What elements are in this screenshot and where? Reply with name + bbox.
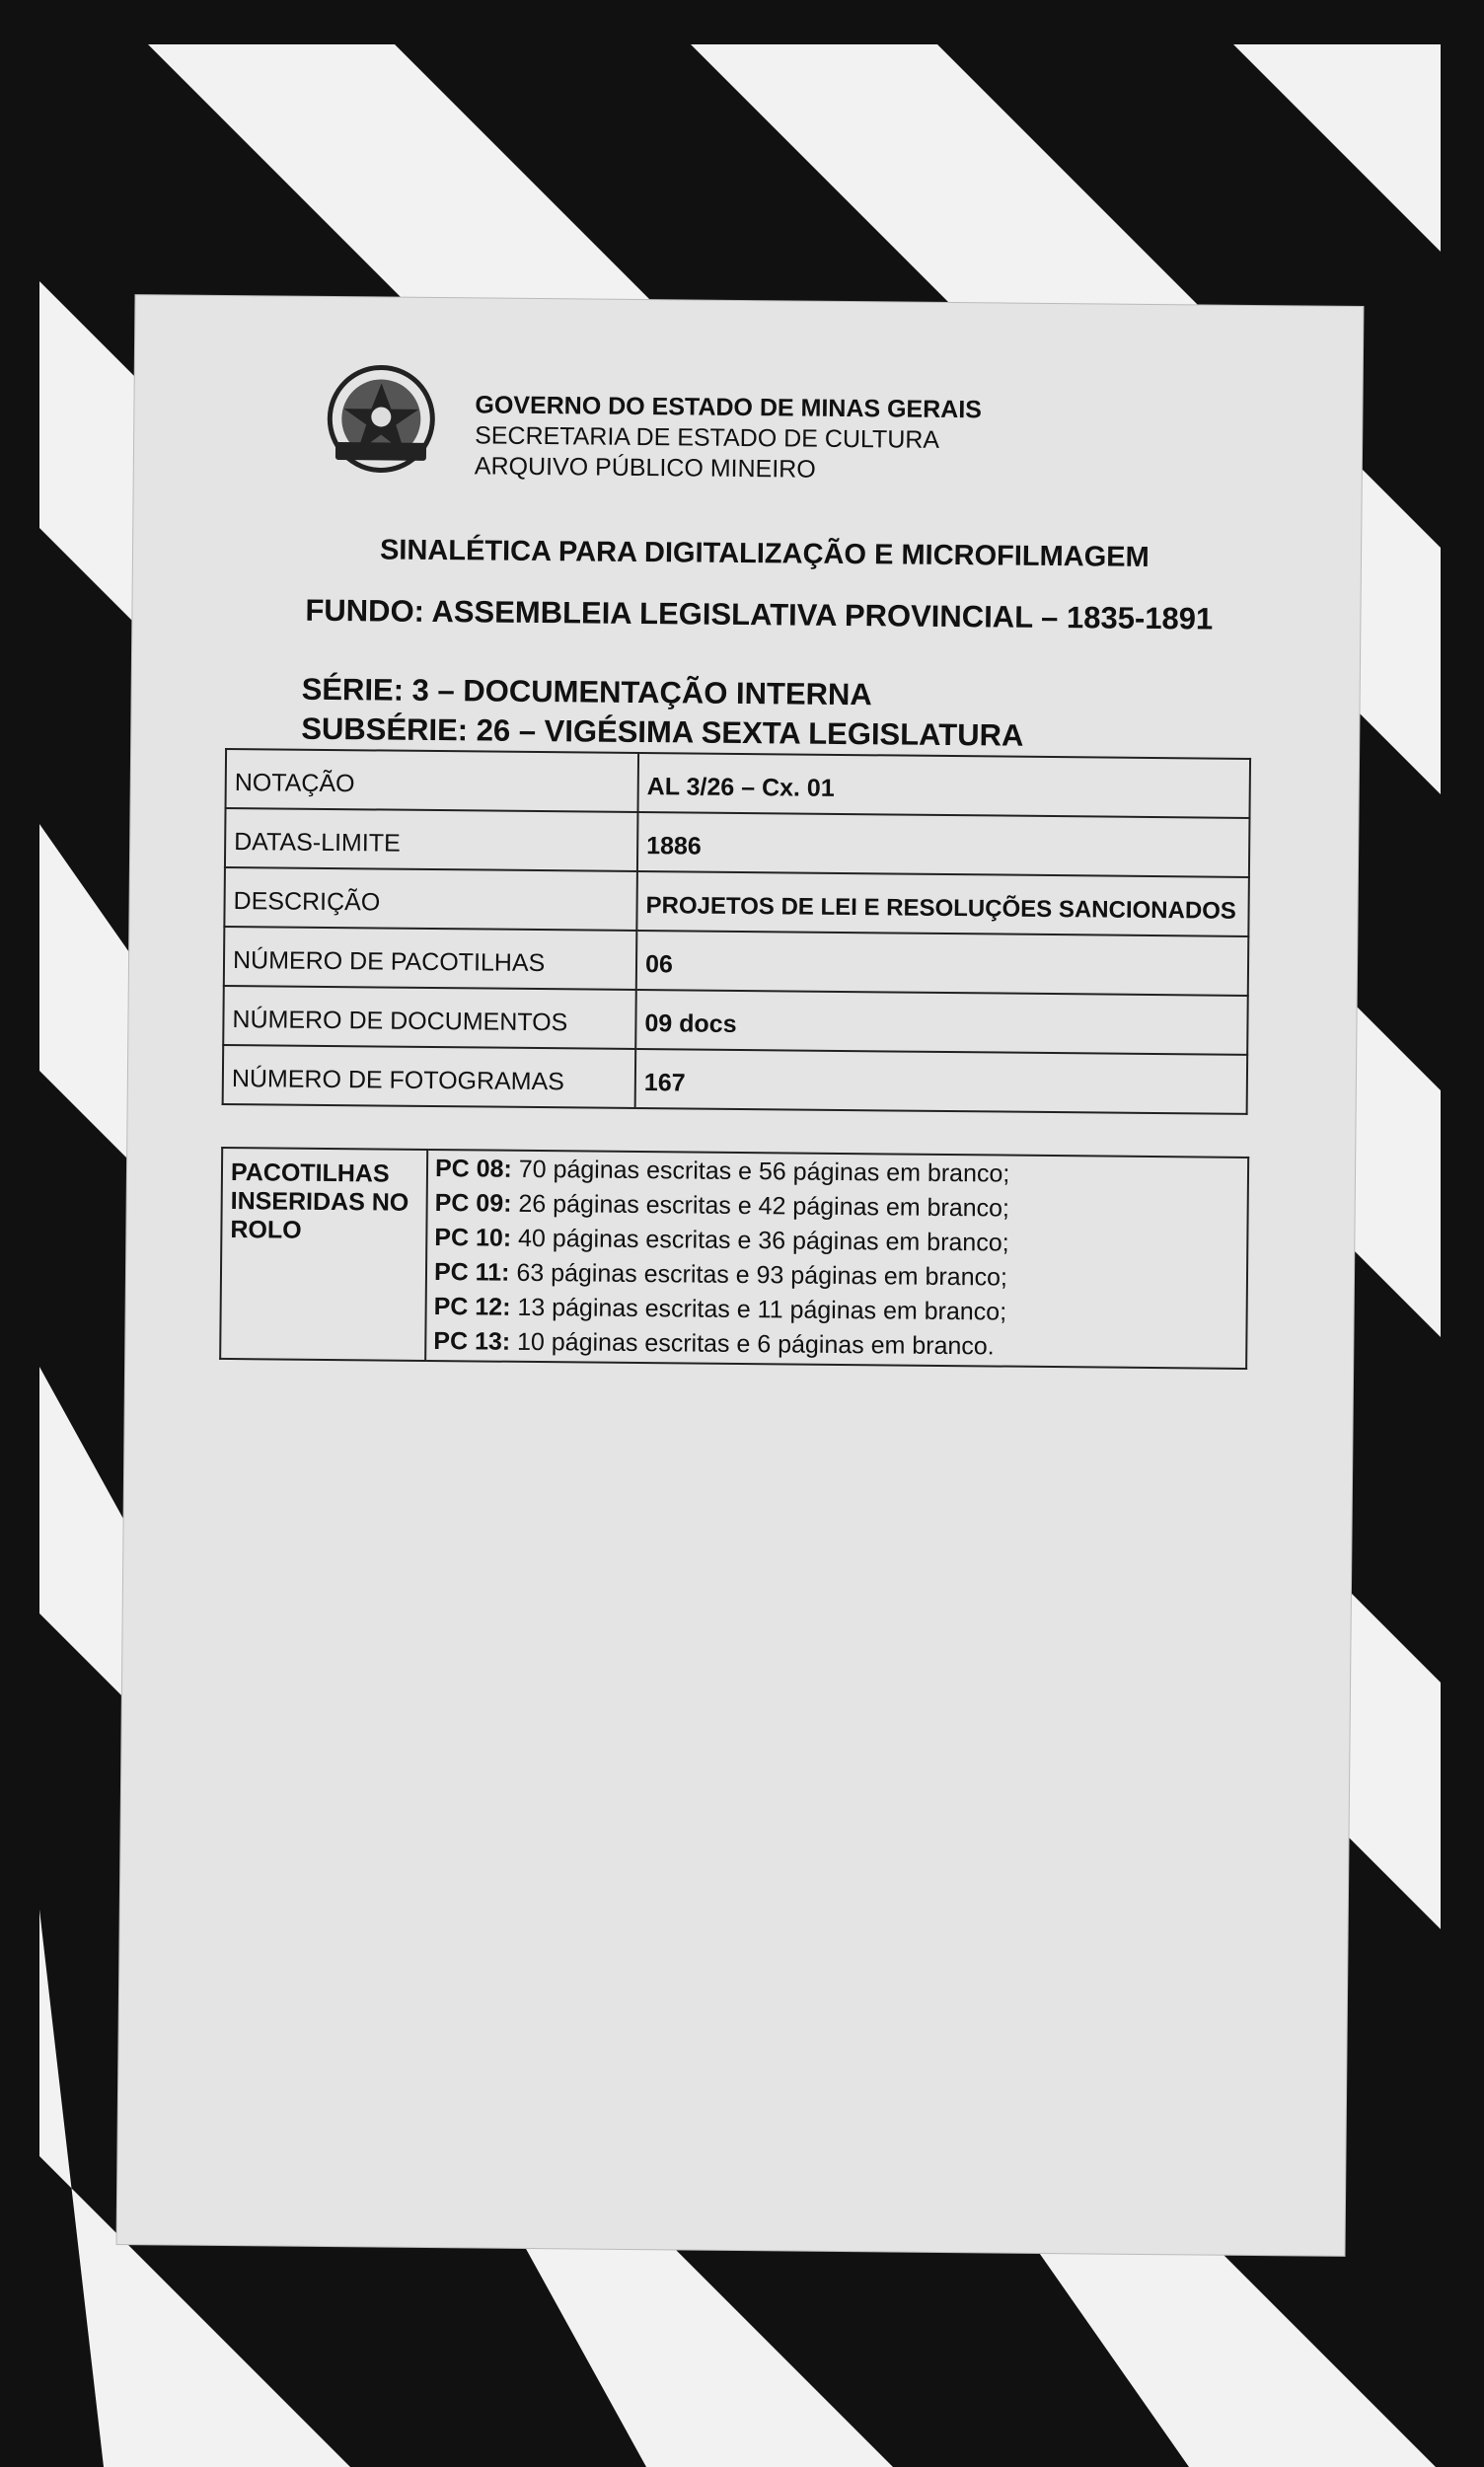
fotogramas-label: NÚMERO DE FOTOGRAMAS [223, 1045, 636, 1108]
documentos-value: 09 docs [635, 990, 1248, 1055]
notacao-label: NOTAÇÃO [226, 749, 639, 812]
pc-text: 70 páginas escritas e 56 páginas em branco; [511, 1155, 1010, 1188]
pacotilhas-value: 06 [636, 931, 1249, 996]
subserie-line: SUBSÉRIE: 26 – VIGÉSIMA SEXTA LEGISLATURA [301, 710, 1024, 753]
org-line-archive: ARQUIVO PÚBLICO MINEIRO [474, 452, 816, 484]
pc-code: PC 10: [434, 1224, 512, 1252]
document-sheet [117, 295, 1364, 2256]
table-row [223, 986, 1248, 1055]
pc-code: PC 09: [434, 1189, 512, 1218]
rolo-list [425, 1150, 1248, 1369]
table-row [224, 867, 1249, 936]
document-title: SINALÉTICA PARA DIGITALIZAÇÃO E MICROFILMAGEM [379, 534, 1150, 573]
pc-text: 40 páginas escritas e 36 páginas em branco; [511, 1224, 1009, 1257]
fotogramas-value: 167 [635, 1049, 1248, 1114]
list-item [427, 1324, 1244, 1367]
datas-limite-label: DATAS-LIMITE [225, 808, 638, 871]
notacao-value: AL 3/26 – Cx. 01 [638, 753, 1251, 818]
org-line-secretariat: SECRETARIA DE ESTADO DE CULTURA [475, 421, 940, 454]
pc-text: 13 páginas escritas e 11 páginas em branco; [510, 1293, 1007, 1326]
datas-limite-value: 1886 [637, 812, 1250, 877]
table-row [224, 927, 1249, 996]
info-table [222, 748, 1251, 1115]
descricao-label: DESCRIÇÃO [224, 867, 637, 931]
documentos-label: NÚMERO DE DOCUMENTOS [223, 986, 636, 1049]
pc-code: PC 11: [433, 1258, 510, 1287]
pc-code: PC 08: [434, 1155, 512, 1183]
org-line-government: GOVERNO DO ESTADO DE MINAS GERAIS [475, 391, 983, 424]
pc-text: 26 páginas escritas e 42 páginas em branco; [511, 1189, 1010, 1223]
serie-line: SÉRIE: 3 – DOCUMENTAÇÃO INTERNA [301, 671, 872, 712]
table-row [226, 749, 1251, 818]
pc-text: 63 páginas escritas e 93 páginas em branco; [509, 1258, 1008, 1292]
rolo-label: PACOTILHAS INSERIDAS NO ROLO [220, 1148, 427, 1361]
rolo-table [219, 1147, 1249, 1370]
descricao-value: PROJETOS DE LEI E RESOLUÇÕES SANCIONADOS [636, 871, 1249, 936]
pc-code: PC 13: [433, 1327, 511, 1356]
table-row [223, 1045, 1248, 1114]
fundo-line: FUNDO: ASSEMBLEIA LEGISLATIVA PROVINCIAL – 1835-1891 [305, 592, 1214, 636]
pacotilhas-label: NÚMERO DE PACOTILHAS [224, 927, 637, 990]
table-row [225, 808, 1250, 877]
table-row [220, 1148, 1248, 1369]
pc-text: 10 páginas escritas e 6 páginas em branco. [510, 1327, 995, 1361]
state-coat-of-arms-emblem [322, 361, 441, 481]
pc-code: PC 12: [433, 1293, 511, 1321]
letterhead [322, 361, 1211, 498]
